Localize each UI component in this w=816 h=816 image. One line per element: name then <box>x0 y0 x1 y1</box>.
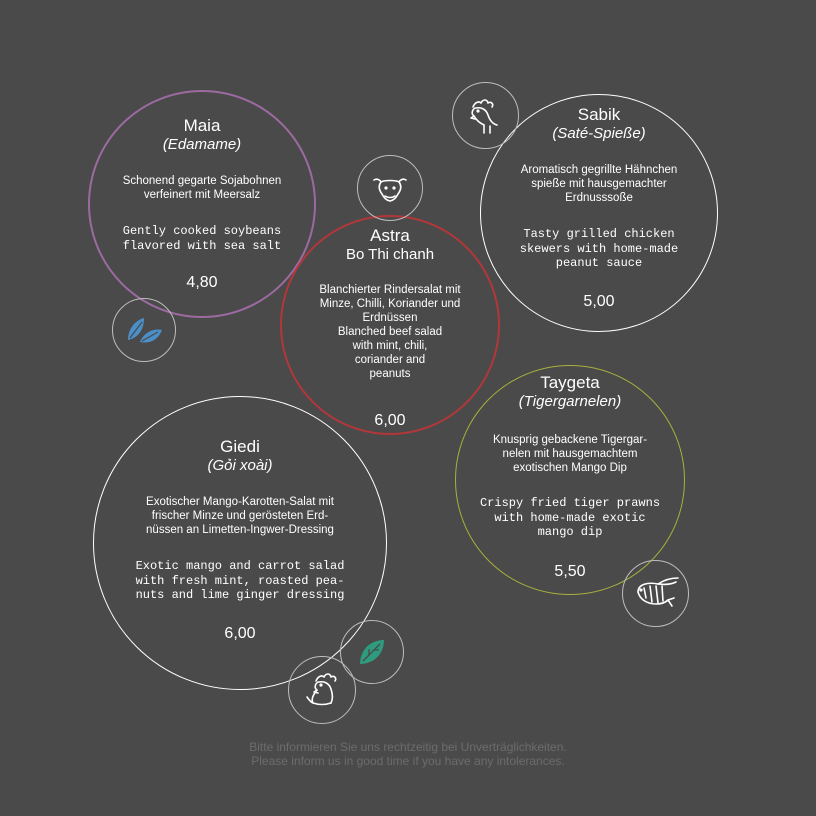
desc-english: Gently cooked soybeans <box>122 224 282 238</box>
desc-german: Minze, Chilli, Koriander und <box>319 298 461 310</box>
allergy-notice-english: Please inform us in good time if you have any intolerances. <box>251 754 565 768</box>
dish-subtitle: Bo Thi chanh <box>345 246 435 263</box>
dish-name: Astra <box>370 226 410 245</box>
desc-english: with home-made exotic <box>494 510 646 525</box>
desc-german: verfeinert mit Meersalz <box>143 189 261 201</box>
price: 6,00 <box>224 625 256 642</box>
desc-german: Schonend gegarte Sojabohnen <box>122 175 282 187</box>
dish-name: Sabik <box>577 105 621 124</box>
desc-english: peanuts <box>369 368 411 380</box>
dish-name: Giedi <box>220 437 260 456</box>
desc-english: with fresh mint, roasted pea- <box>135 573 345 588</box>
desc-german: Erdnusssoße <box>565 192 633 204</box>
dish-name: Maia <box>183 116 221 135</box>
dish-subtitle: (Saté-Spieße) <box>552 125 646 142</box>
desc-german: Erdnüssen <box>362 312 418 324</box>
dish-name: Taygeta <box>540 373 600 392</box>
desc-english: skewers with home-made <box>519 241 679 256</box>
desc-english: with mint, chili, <box>352 340 428 352</box>
price: 5,50 <box>554 563 586 580</box>
dish-subtitle: (Gỏi xoài) <box>207 457 273 474</box>
shrimp-icon <box>622 560 689 627</box>
price: 5,00 <box>583 293 615 310</box>
dish-subtitle: (Tigergarnelen) <box>518 393 622 410</box>
desc-english: Exotic mango and carrot salad <box>135 559 345 573</box>
desc-german: exotischen Mango Dip <box>513 462 627 474</box>
desc-german: spieße mit hausgemachter <box>531 178 667 190</box>
desc-english: Crispy fried tiger prawns <box>479 496 661 510</box>
desc-english: flavored with sea salt <box>122 238 282 253</box>
desc-german: Aromatisch gegrillte Hähnchen <box>520 164 678 176</box>
desc-english: Tasty grilled chicken <box>523 227 675 241</box>
cow-icon <box>357 155 423 221</box>
allergy-notice <box>0 740 816 768</box>
desc-german: Exotischer Mango-Karotten-Salat mit <box>146 496 334 508</box>
desc-german: Blanchierter Rindersalat mit <box>319 284 461 296</box>
dish-subtitle: (Edamame) <box>162 136 242 153</box>
price: 6,00 <box>374 412 406 429</box>
desc-german: Knusprig gebackene Tigergar- <box>492 434 648 446</box>
desc-english: mango dip <box>537 525 603 539</box>
desc-english: Blanched beef salad <box>337 326 443 338</box>
desc-german: nelen mit hausgemachtem <box>502 448 638 460</box>
leaves-icon <box>112 298 176 362</box>
desc-german: nüssen an Limetten-Ingwer-Dressing <box>146 524 334 536</box>
desc-english: coriander and <box>354 354 426 366</box>
rooster-icon <box>452 82 519 149</box>
desc-english: peanut sauce <box>555 256 643 270</box>
rooster-icon <box>288 656 356 724</box>
allergy-notice-german: Bitte informieren Sie uns rechtzeitig bei Unverträglichkeiten. <box>249 740 567 754</box>
desc-english: nuts and lime ginger dressing <box>135 588 345 602</box>
price: 4,80 <box>186 274 218 291</box>
desc-german: frischer Minze und gerösteten Erd- <box>151 510 329 522</box>
